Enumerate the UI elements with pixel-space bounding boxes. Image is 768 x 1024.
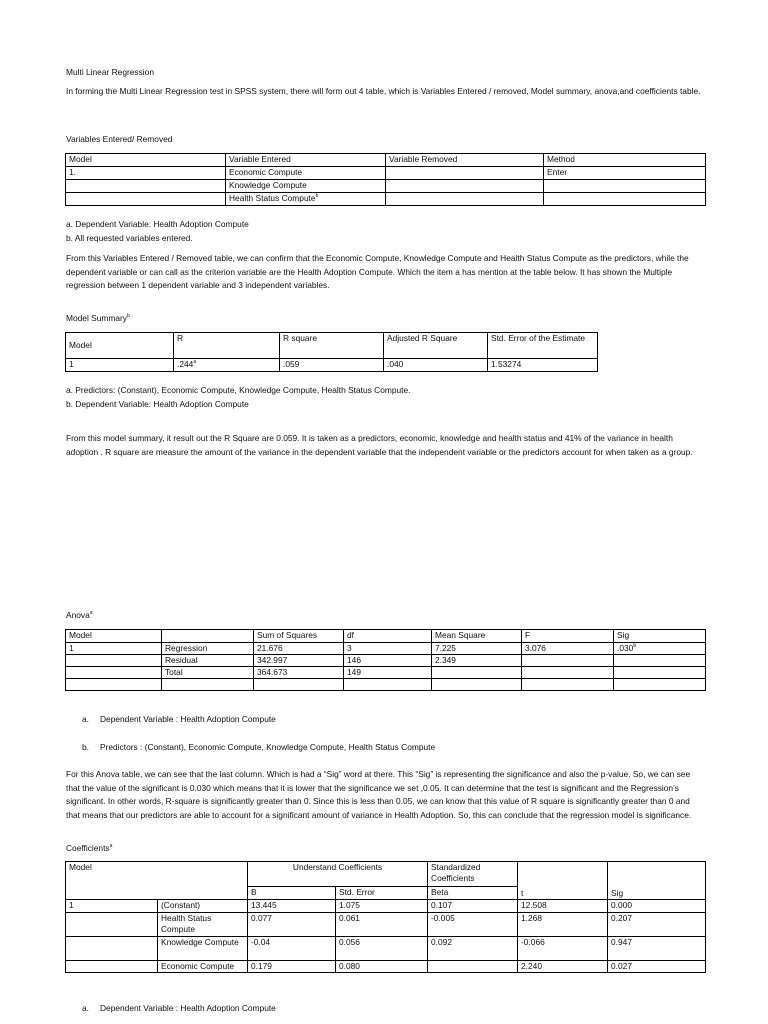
table-header-row bbox=[66, 333, 598, 359]
cell-text: Health Status Compute bbox=[229, 193, 316, 203]
table-cell: 21.676 bbox=[254, 643, 344, 655]
table-cell: .059 bbox=[280, 359, 384, 372]
table-row bbox=[66, 913, 706, 937]
table-cell: 0.179 bbox=[248, 961, 336, 973]
header-cell: Method bbox=[544, 154, 706, 167]
table-cell bbox=[254, 679, 344, 691]
header-cell: Mean Square bbox=[432, 630, 522, 643]
table-cell bbox=[66, 667, 162, 679]
footnote-a: a. Predictors: (Constant), Economic Compute, Knowledge Compute, Health Status Compute. bbox=[66, 385, 411, 395]
table-cell bbox=[66, 679, 162, 691]
anova-paragraph: For this Anova table, we can see that the last column. Which is had a “Sig” word at there. This “Sig” is representing the significance and also the p-value. So, we can see that the value of the significant is 0.030 which means that it is lower that the significance we set ,0.05. It can determine that the test is significant and the Regression’s significant. In other words, R-square is significantly greater than 0. Since this is less than 0.05, we can know that this value of R square is significantly greater than 0 and that means that our predictors are able to account for a significant amount of variance in Health Adoption. So, this can conclude that the regression model is significance. bbox=[66, 769, 692, 820]
table-cell bbox=[66, 193, 226, 206]
header-cell: Std. Error of the Estimate bbox=[488, 333, 598, 359]
table-cell: .244$^a$ bbox=[174, 359, 280, 372]
table-cell: 7.225 bbox=[432, 643, 522, 655]
table-cell: 1.075 bbox=[336, 900, 428, 913]
table-cell: 0.077 bbox=[248, 913, 336, 937]
table-cell: 0.947 bbox=[608, 937, 706, 961]
table-cell: -0.04 bbox=[248, 937, 336, 961]
list-marker: b. bbox=[82, 741, 89, 752]
table-row bbox=[66, 167, 706, 180]
table-cell: 0.061 bbox=[336, 913, 428, 937]
table-cell bbox=[66, 655, 162, 667]
header-cell: Variable Entered bbox=[226, 154, 386, 167]
table-cell: 146 bbox=[344, 655, 432, 667]
header-cell: Sig bbox=[614, 630, 706, 643]
table-cell: Knowledge Compute bbox=[158, 937, 248, 961]
footnote-b bbox=[66, 741, 724, 755]
table-row bbox=[66, 900, 706, 913]
table-cell: 0.080 bbox=[336, 961, 428, 973]
header-cell: Model bbox=[66, 862, 248, 900]
anova-table bbox=[65, 629, 706, 691]
header-cell: B bbox=[248, 887, 336, 900]
document-title: Multi Linear Regression bbox=[66, 67, 154, 77]
table-cell bbox=[614, 655, 706, 667]
table-cell: 0.027 bbox=[608, 961, 706, 973]
table-cell: 342.997 bbox=[254, 655, 344, 667]
table-cell: 149 bbox=[344, 667, 432, 679]
table-cell bbox=[66, 913, 158, 937]
table-cell: 3 bbox=[344, 643, 432, 655]
table-cell bbox=[544, 180, 706, 193]
table-cell: 0.056 bbox=[336, 937, 428, 961]
table-cell: 1 bbox=[66, 643, 162, 655]
table-cell: 0.207 bbox=[608, 913, 706, 937]
table-cell: Economic Compute bbox=[158, 961, 248, 973]
table-cell bbox=[66, 937, 158, 961]
table-row bbox=[66, 961, 706, 973]
header-cell: df bbox=[344, 630, 432, 643]
table-cell: Total bbox=[162, 667, 254, 679]
table-cell: Health Status Compute bbox=[158, 913, 248, 937]
table-header-row bbox=[66, 630, 706, 643]
footnote-a bbox=[66, 1002, 724, 1016]
table-cell bbox=[386, 193, 544, 206]
table-row bbox=[66, 359, 598, 372]
header-cell: Beta bbox=[428, 887, 518, 900]
table-cell: 0.092 bbox=[428, 937, 518, 961]
list-marker: a. bbox=[82, 714, 89, 724]
variables-paragraph: From this Variables Entered / Removed table, we can confirm that the Economic Compute, Knowledge Compute and Health Status Compute as the predictors, while the dependent variable or can call as the criterion variable are the Health Adoption Compute. Which the item a has mention at the table below. It has shown the Multiple regression between 1 dependent variable and 3 independent variables. bbox=[66, 253, 689, 290]
table-cell bbox=[162, 679, 254, 691]
table-cell: Regression bbox=[162, 643, 254, 655]
footnote-b: b. All requested variables entered. bbox=[66, 233, 193, 243]
table-cell bbox=[614, 679, 706, 691]
header-cell: F bbox=[522, 630, 614, 643]
table-cell bbox=[386, 167, 544, 180]
model-summary-paragraph: From this model summary, it result out the R Square are 0.059. It is taken as a predictors, economic, knowledge and health status and 41% of the variance in health adoption . R square are measure the amount of the variance in the dependent variable that the independent variable or the predictors account for when taken as a group. bbox=[66, 433, 693, 457]
table-cell bbox=[66, 961, 158, 973]
table-cell bbox=[614, 667, 706, 679]
table-cell: Residual bbox=[162, 655, 254, 667]
header-cell: R square bbox=[280, 333, 384, 359]
table-cell bbox=[522, 679, 614, 691]
coefficients-table bbox=[65, 861, 706, 973]
variables-entered-heading: Variables Entered/ Removed bbox=[66, 134, 173, 144]
table-cell bbox=[432, 679, 522, 691]
table-row bbox=[66, 193, 706, 206]
table-cell: -0.066 bbox=[518, 937, 608, 961]
table-cell: 1.268 bbox=[518, 913, 608, 937]
header-cell: Standardized Coefficients bbox=[428, 862, 518, 887]
table-cell: 364.673 bbox=[254, 667, 344, 679]
footnote-a: a. Dependent Variable: Health Adoption Compute bbox=[66, 219, 249, 229]
table-cell bbox=[432, 667, 522, 679]
table-cell: 1. bbox=[66, 167, 226, 180]
table-cell: 2.349 bbox=[432, 655, 522, 667]
list-text: Predictors : (Constant), Economic Compute, Knowledge Compute, Health Status Compute bbox=[100, 741, 436, 752]
anova-heading: Anova$^a$ bbox=[66, 610, 93, 620]
list-marker: a. bbox=[82, 1003, 89, 1013]
table-cell: Enter bbox=[544, 167, 706, 180]
table-cell: 13.445 bbox=[248, 900, 336, 913]
header-cell: Std. Error bbox=[336, 887, 428, 900]
footnote-a bbox=[66, 713, 724, 727]
table-cell bbox=[428, 961, 518, 973]
table-cell: 1 bbox=[66, 900, 158, 913]
list-text: Dependent Variable : Health Adoption Compute bbox=[100, 714, 276, 724]
footnote-marker: a bbox=[193, 359, 197, 365]
table-cell: 1.53274 bbox=[488, 359, 598, 372]
footnote-marker: a bbox=[89, 610, 93, 616]
table-cell bbox=[522, 667, 614, 679]
header-cell: Understand Coefficients bbox=[248, 862, 428, 887]
table-cell: 0.107 bbox=[428, 900, 518, 913]
table-cell bbox=[522, 655, 614, 667]
table-header-row bbox=[66, 862, 706, 887]
header-cell: Adjusted R Square bbox=[384, 333, 488, 359]
table-cell bbox=[226, 193, 386, 206]
header-cell: Model bbox=[66, 333, 174, 359]
table-cell: -0.005 bbox=[428, 913, 518, 937]
footnote-marker: b bbox=[315, 193, 319, 199]
footnote-marker: b bbox=[126, 313, 130, 319]
model-summary-heading: Model Summary$^b$ bbox=[66, 313, 130, 323]
table-cell bbox=[386, 180, 544, 193]
table-cell: 2.240 bbox=[518, 961, 608, 973]
header-cell: Model bbox=[66, 154, 226, 167]
table-header-row bbox=[66, 154, 706, 167]
table-cell: .030$^b$ bbox=[614, 643, 706, 655]
table-row bbox=[66, 937, 706, 961]
table-cell: 12.508 bbox=[518, 900, 608, 913]
table-cell bbox=[544, 193, 706, 206]
footnote-b: b. Dependent Variable: Health Adoption Compute bbox=[66, 399, 249, 409]
table-row bbox=[66, 679, 706, 691]
header-cell bbox=[162, 630, 254, 643]
header-cell: Variable Removed bbox=[386, 154, 544, 167]
intro-paragraph: In forming the Multi Linear Regression test in SPSS system, there will form out 4 table, which is Variables Entered / removed, Model summary, anova,and coefficients table. bbox=[66, 86, 701, 96]
variables-entered-table bbox=[65, 153, 706, 206]
header-cell: Sum of Squares bbox=[254, 630, 344, 643]
table-row bbox=[66, 180, 706, 193]
header-cell: R bbox=[174, 333, 280, 359]
header-cell: t bbox=[518, 862, 608, 900]
table-row bbox=[66, 667, 706, 679]
table-cell bbox=[66, 180, 226, 193]
list-text: Dependent Variable : Health Adoption Compute bbox=[100, 1003, 276, 1013]
model-summary-table bbox=[65, 332, 598, 372]
table-row bbox=[66, 643, 706, 655]
header-cell: Sig bbox=[608, 862, 706, 900]
table-cell: .040 bbox=[384, 359, 488, 372]
footnote-marker: a bbox=[109, 843, 113, 849]
coefficients-heading: Coefficients$^a$ bbox=[66, 843, 113, 853]
table-cell: Economic Compute bbox=[226, 167, 386, 180]
table-cell bbox=[344, 679, 432, 691]
table-row bbox=[66, 655, 706, 667]
table-cell: 1 bbox=[66, 359, 174, 372]
header-cell: Model bbox=[66, 630, 162, 643]
table-cell: Knowledge Compute bbox=[226, 180, 386, 193]
table-cell: 3.076 bbox=[522, 643, 614, 655]
table-cell: (Constant) bbox=[158, 900, 248, 913]
table-cell: 0.000 bbox=[608, 900, 706, 913]
footnote-marker: b bbox=[633, 643, 637, 649]
